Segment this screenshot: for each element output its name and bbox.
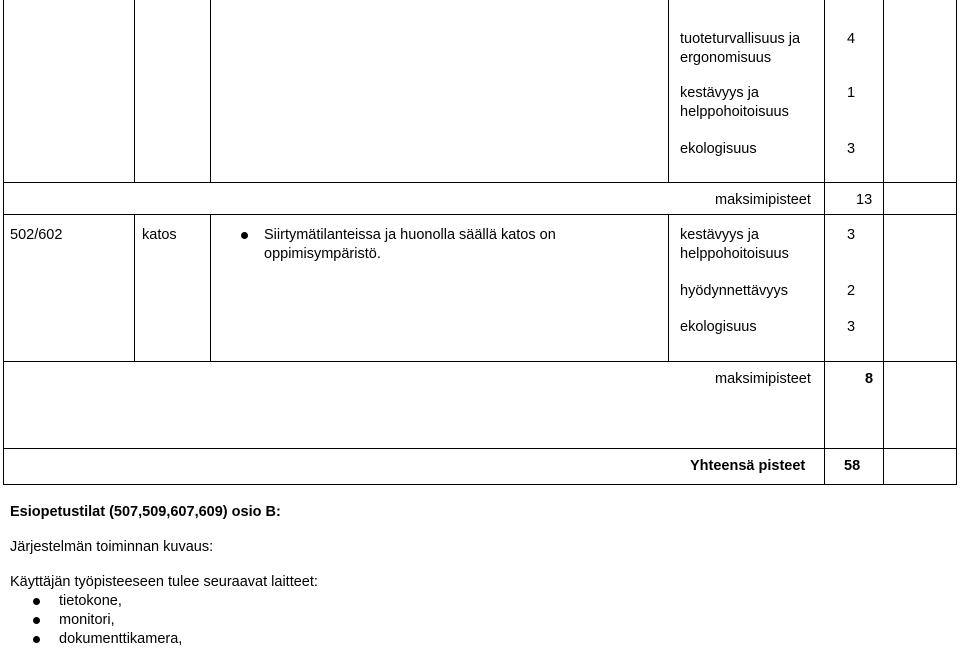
criterion-points: 1 bbox=[847, 85, 856, 101]
row-item: katos bbox=[142, 227, 177, 243]
table-border-left bbox=[3, 0, 4, 484]
table-border-col5 bbox=[883, 0, 884, 484]
max-points-label: maksimipisteet bbox=[715, 371, 811, 387]
criterion-name: kestävyys ja helppohoitoisuus bbox=[680, 85, 789, 120]
row-code: 502/602 bbox=[10, 227, 63, 243]
criterion-name: ekologisuus bbox=[680, 141, 757, 157]
criterion-points: 4 bbox=[847, 31, 856, 47]
total-label: Yhteensä pisteet bbox=[690, 458, 806, 474]
row-description: Siirtymätilanteissa ja huonolla säällä katos on oppimisympäristö. bbox=[264, 227, 556, 262]
list-item: monitori, bbox=[59, 612, 115, 628]
table-border-col1 bbox=[134, 0, 135, 182]
criterion-points: 3 bbox=[847, 227, 856, 243]
criterion-name: tuoteturvallisuus ja ergonomisuus bbox=[680, 31, 801, 66]
max-points-value: 13 bbox=[856, 192, 873, 208]
criterion-points: 3 bbox=[847, 141, 856, 157]
bullet-icon bbox=[241, 232, 248, 239]
table-row-divider-3 bbox=[3, 361, 957, 362]
criterion-name: hyödynnettävyys bbox=[680, 283, 789, 299]
table-row-divider-1 bbox=[3, 182, 957, 183]
list-item: tietokone, bbox=[59, 593, 122, 609]
table-border-col3 bbox=[668, 0, 669, 182]
bullet-icon bbox=[33, 598, 40, 605]
table-border-col2 bbox=[210, 0, 211, 182]
max-points-value: 8 bbox=[865, 371, 874, 387]
table-border-col2b bbox=[210, 214, 211, 362]
max-points-label: maksimipisteet bbox=[715, 192, 811, 208]
criterion-name: kestävyys ja helppohoitoisuus bbox=[680, 227, 789, 262]
criterion-name: ekologisuus bbox=[680, 319, 757, 335]
criterion-points: 2 bbox=[847, 283, 856, 299]
list-item: dokumenttikamera, bbox=[59, 631, 183, 647]
section-heading: Esiopetustilat (507,509,607,609) osio B: bbox=[10, 504, 281, 520]
table-border-col4 bbox=[824, 0, 825, 484]
bullet-icon bbox=[33, 617, 40, 624]
total-value: 58 bbox=[844, 458, 861, 474]
section-intro: Käyttäjän työpisteeseen tulee seuraavat laitteet: bbox=[10, 574, 318, 590]
table-border-col1b bbox=[134, 214, 135, 362]
criterion-points: 3 bbox=[847, 319, 856, 335]
section-subheading: Järjestelmän toiminnan kuvaus: bbox=[10, 539, 214, 555]
table-row-divider-2 bbox=[3, 214, 957, 215]
bullet-icon bbox=[33, 636, 40, 643]
table-border-col3b bbox=[668, 214, 669, 362]
table-row-divider-5 bbox=[3, 484, 957, 485]
table-border-right bbox=[956, 0, 957, 484]
table-row-divider-4 bbox=[3, 448, 957, 449]
